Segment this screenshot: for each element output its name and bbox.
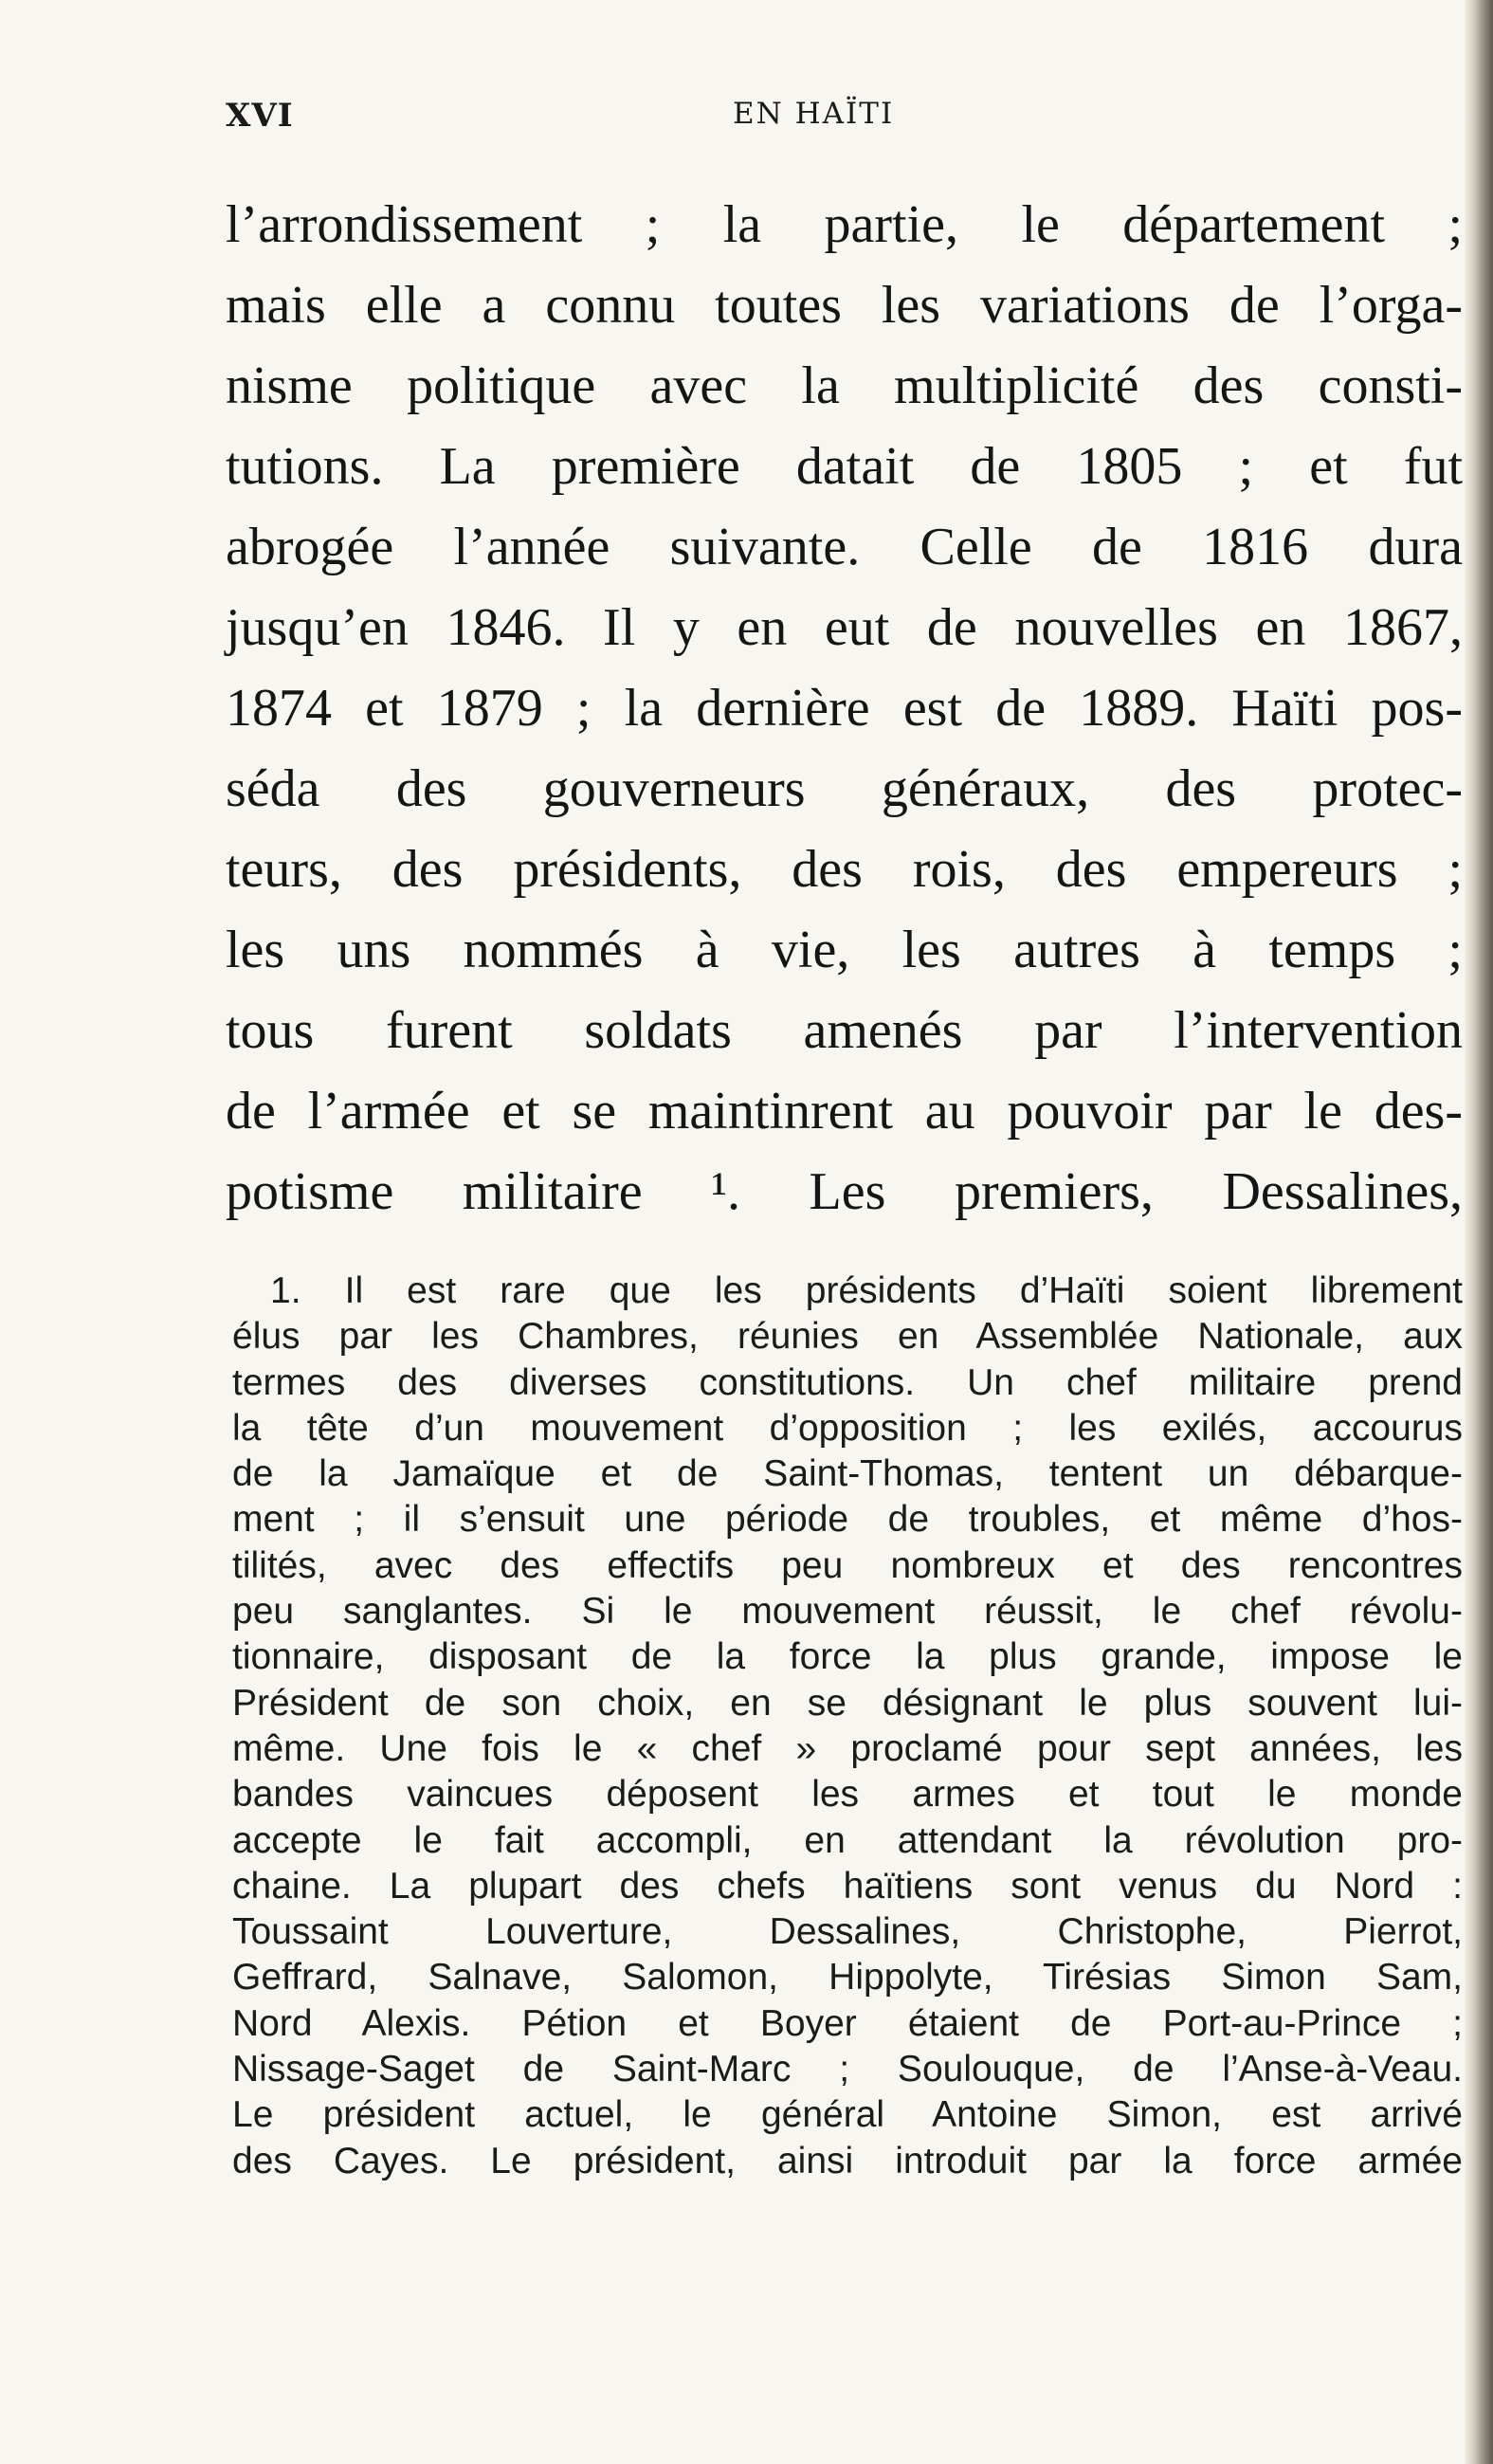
text-line: nisme politique avec la multiplicité des consti-: [226, 356, 1463, 415]
footnote-line: tionnaire, disposant de la force la plus grande, impose le: [232, 1636, 1463, 1678]
footnote-line: 1. Il est rare que les présidents d’Haïti soient librement: [270, 1270, 1463, 1311]
text-line: de l’armée et se maintinrent au pouvoir par le des-: [226, 1082, 1463, 1141]
footnote-line: bandes vaincues déposent les armes et tout le monde: [232, 1774, 1463, 1816]
footnote-line: Nord Alexis. Pétion et Boyer étaient de Port-au-Prince ;: [232, 2002, 1463, 2044]
running-title: EN HAÏTI: [733, 97, 895, 131]
text-line: l’arrondissement ; la partie, le département ;: [226, 195, 1463, 254]
footnote-line: accepte le fait accompli, en attendant la révolution pro-: [232, 1819, 1463, 1861]
footnote-line: des Cayes. Le président, ainsi introduit par la force armée: [232, 2140, 1463, 2181]
page-number: XVI: [226, 97, 294, 135]
footnote-line: élus par les Chambres, réunies en Assemblée Nationale, aux: [232, 1316, 1463, 1358]
footnote-line: Toussaint Louverture, Dessalines, Christophe, Pierrot,: [232, 1911, 1463, 1953]
text-line: teurs, des présidents, des rois, des empereurs ;: [226, 840, 1463, 899]
footnote-line: chaine. La plupart des chefs haïtiens sont venus du Nord :: [232, 1865, 1463, 1907]
footnote-line: peu sanglantes. Si le mouvement réussit, le chef révolu-: [232, 1591, 1463, 1633]
footnote-line: termes des diverses constitutions. Un chef militaire prend: [232, 1361, 1463, 1403]
text-line: les uns nommés à vie, les autres à temps ;: [226, 921, 1463, 979]
running-head: [226, 97, 1448, 144]
footnote-line: même. Une fois le « chef » proclamé pour sept années, les: [232, 1727, 1463, 1769]
footnote-line: la tête d’un mouvement d’opposition ; les exilés, accourus: [232, 1407, 1463, 1449]
page-edge-shadow: [1465, 0, 1493, 2464]
text-line: 1874 et 1879 ; la dernière est de 1889. Haïti pos-: [226, 679, 1463, 738]
footnote-block: [232, 1269, 1463, 2184]
main-text-block: [226, 185, 1463, 1232]
footnote-line: de la Jamaïque et de Saint-Thomas, tentent un débarque-: [232, 1453, 1463, 1495]
text-line: tutions. La première datait de 1805 ; et fut: [226, 437, 1463, 496]
text-line: séda des gouverneurs généraux, des protec-: [226, 759, 1463, 818]
text-line: jusqu’en 1846. Il y en eut de nouvelles en 1867,: [226, 598, 1463, 657]
footnote-line: tilités, avec des effectifs peu nombreux et des rencontres: [232, 1544, 1463, 1586]
footnote-line: ment ; il s’ensuit une période de troubles, et même d’hos-: [232, 1499, 1463, 1541]
footnote-line: Nissage-Saget de Saint-Marc ; Soulouque, de l’Anse-à-Veau.: [232, 2049, 1463, 2090]
footnote-line: Geffrard, Salnave, Salomon, Hippolyte, Tirésias Simon Sam,: [232, 1957, 1463, 1999]
text-line: potisme militaire ¹. Les premiers, Dessalines,: [226, 1162, 1463, 1221]
text-line: mais elle a connu toutes les variations de l’orga-: [226, 276, 1463, 335]
text-line: abrogée l’année suivante. Celle de 1816 dura: [226, 518, 1463, 576]
footnote-line: Le président actuel, le général Antoine Simon, est arrivé: [232, 2094, 1463, 2136]
footnote-line: Président de son choix, en se désignant le plus souvent lui-: [232, 1682, 1463, 1724]
text-line: tous furent soldats amenés par l’intervention: [226, 1001, 1463, 1060]
